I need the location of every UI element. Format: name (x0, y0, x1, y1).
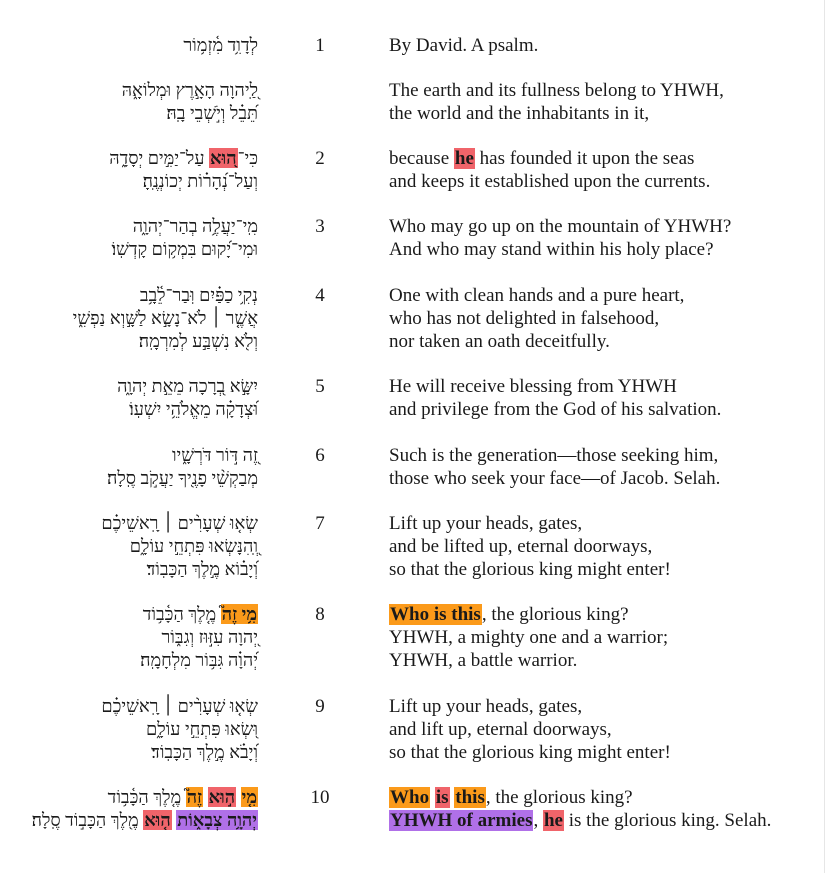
hebrew-line (0, 444, 258, 467)
hebrew-line (0, 649, 258, 672)
english-line (389, 215, 819, 238)
hebrew-line (0, 238, 258, 261)
highlight-red: he (543, 810, 563, 831)
english-line (389, 284, 819, 307)
hebrew-line (0, 170, 258, 193)
hebrew-line (0, 330, 258, 353)
hebrew-text: כִּי־ (237, 148, 258, 168)
english-text: nor taken an oath deceitfully. (389, 331, 610, 352)
hebrew-line (0, 626, 258, 649)
english-text: has founded it upon the seas (474, 148, 695, 169)
hebrew-text: מִֽי־יַעֲלֶ֥ה בְהַר־יְהוָ֑ה (132, 216, 258, 236)
highlight-red: he (454, 148, 474, 169)
hebrew-text: אֲשֶׁ֤ר ׀ לֹא־נָשָׂ֣א לַשָּׁ֣וְא נַפְשִׁ֑י (72, 308, 258, 328)
english-text: The earth and its fullness belong to YHWH, (389, 80, 724, 101)
hebrew-text: לַֽ֭יהוָה הָאָ֣רֶץ וּמְלוֹאָ֑הּ (121, 80, 258, 100)
english-line (389, 741, 819, 764)
english-text: because (389, 148, 454, 169)
english-line (389, 626, 819, 649)
verse-number: 7 (315, 513, 325, 534)
hebrew-line (0, 718, 258, 741)
hebrew-text: תֵּ֝בֵ֗ל וְיֹ֣שְׁבֵי בָֽהּ׃ (166, 103, 258, 123)
english-line (389, 649, 819, 672)
verse-number: 2 (315, 148, 325, 169)
english-line (389, 809, 819, 832)
hebrew-text: יְ֭הוָה עִזּ֣וּז וְגִבּ֑וֹר (161, 627, 258, 647)
highlight-red: is (435, 787, 449, 808)
hebrew-line (0, 34, 258, 57)
english-line (389, 147, 819, 170)
hebrew-text: וּ֭שְׂאוּ פִּתְחֵ֣י עוֹלָ֑ם (146, 719, 258, 739)
hebrew-text (0, 79, 258, 125)
english-translation (389, 34, 819, 57)
highlight-purple: YHWH of armies (390, 810, 533, 831)
english-text: so that the glorious king might enter! (389, 742, 671, 763)
english-text: and keeps it established upon the currents. (389, 171, 711, 192)
english-translation (389, 695, 819, 764)
english-text: so that the glorious king might enter! (389, 559, 671, 580)
english-text: and privilege from the God of his salvation. (389, 399, 722, 420)
verse-number: 8 (315, 604, 325, 625)
highlight-red: ה֣וּא (208, 787, 236, 807)
hebrew-text (0, 603, 258, 672)
hebrew-text: וּמִי־יָ֝קוּם בִּמְק֥וֹם קָדְשֽׁוֹ׃ (111, 239, 258, 259)
hebrew-line (0, 215, 258, 238)
english-line (389, 444, 819, 467)
hebrew-text (0, 147, 258, 193)
hebrew-line (0, 512, 258, 535)
hebrew-line (0, 284, 258, 307)
english-text: YHWH, a battle warrior. (389, 650, 578, 671)
highlight-orange: זֶה֮ (186, 787, 203, 807)
english-line (389, 718, 819, 741)
english-text: YHWH, a mighty one and a warrior; (389, 627, 669, 648)
hebrew-text (0, 786, 258, 832)
english-text: One with clean hands and a pure heart, (389, 285, 685, 306)
english-translation (389, 79, 819, 125)
highlight-orange: Who is this (390, 604, 481, 625)
hebrew-text: שְׂא֤וּ שְׁעָרִ֨ים ׀ רָֽאשֵׁיכֶ֗ם (101, 696, 258, 716)
english-text: , the glorious king? (481, 604, 629, 625)
english-translation (389, 375, 819, 421)
english-translation (389, 444, 819, 490)
english-text: Lift up your heads, gates, (389, 513, 583, 534)
hebrew-line (0, 375, 258, 398)
verse-number: 5 (315, 376, 325, 397)
hebrew-text (236, 787, 241, 807)
english-line (389, 79, 819, 102)
english-text: Such is the generation—those seeking him, (389, 445, 719, 466)
english-line (389, 603, 819, 626)
english-text: , the glorious king? (485, 787, 633, 808)
hebrew-line (0, 102, 258, 125)
hebrew-line (0, 786, 258, 809)
hebrew-text: וְ֝יָבֹ֗א מֶ֣לֶךְ הַכָּבֽוֹד׃ (151, 742, 258, 762)
hebrew-text: יְ֝הוָ֗ה גִּבּ֥וֹר מִלְחָמָֽה׃ (140, 650, 258, 670)
verse-number: 1 (315, 35, 325, 56)
english-text: and lift up, eternal doorways, (389, 719, 612, 740)
hebrew-text (0, 444, 258, 490)
verse-number: 6 (315, 445, 325, 466)
highlight-orange: מִ֤י (241, 787, 257, 807)
hebrew-line (0, 147, 258, 170)
highlight-red: ה֭וּא (210, 148, 237, 168)
hebrew-line (0, 79, 258, 102)
english-line (389, 535, 819, 558)
hebrew-text: נְקִ֥י כַפַּ֗יִם וּֽבַר־לֵ֫בָ֥ב (139, 285, 258, 305)
english-translation (389, 786, 819, 832)
english-text: is the glorious king. Selah. (563, 810, 772, 831)
highlight-red: ה֤וּא (144, 810, 171, 830)
english-line (389, 512, 819, 535)
hebrew-text: מֶ֖לֶךְ הַכָּב֣וֹד סֶֽלָה׃ (31, 810, 144, 830)
hebrew-text: וְלֹ֖א נִשְׁבַּ֣ע לְמִרְמָֽה׃ (138, 331, 258, 351)
hebrew-text (0, 34, 258, 57)
english-text: the world and the inhabitants in it, (389, 103, 650, 124)
hebrew-text: מְבַקְשֵׁ֨י פָנֶ֖יךָ יַעֲקֹ֣ב סֶֽלָה׃ (106, 468, 258, 488)
hebrew-text: יִשָּׂ֣א בְ֭רָכָה מֵאֵ֣ת יְהוָ֑ה (117, 376, 258, 396)
hebrew-text: וּ֝צְדָקָ֗ה מֵאֱלֹהֵ֥י יִשְׁעֽוֹ׃ (129, 399, 258, 419)
english-text: who has not delighted in falsehood, (389, 308, 660, 329)
english-translation (389, 512, 819, 581)
hebrew-line (0, 558, 258, 581)
english-line (389, 330, 819, 353)
hebrew-text: לְדָוִ֥ד מִ֫זְמ֥וֹר (183, 35, 258, 55)
hebrew-line (0, 603, 258, 626)
hebrew-line (0, 398, 258, 421)
english-text: Lift up your heads, gates, (389, 696, 583, 717)
hebrew-line (0, 307, 258, 330)
hebrew-text (0, 215, 258, 261)
hebrew-text: שְׂא֤וּ שְׁעָרִ֨ים ׀ רָֽאשֵׁיכֶ֗ם (101, 513, 258, 533)
highlight-purple: יְהוָ֥ה צְבָא֑וֹת (177, 810, 257, 830)
hebrew-line (0, 535, 258, 558)
highlight-orange: Who (390, 787, 430, 808)
hebrew-line (0, 695, 258, 718)
english-line (389, 102, 819, 125)
verse-number: 9 (315, 696, 325, 717)
english-text: And who may stand within his holy place? (389, 239, 714, 260)
verse-number: 3 (315, 216, 325, 237)
hebrew-text: מֶ֤לֶךְ הַכָּ֫ב֥וֹד (142, 604, 221, 624)
english-text: Who may go up on the mountain of YHWH? (389, 216, 732, 237)
hebrew-text (0, 695, 258, 764)
english-line (389, 307, 819, 330)
english-text: By David. A psalm. (389, 35, 539, 56)
english-translation (389, 603, 819, 672)
english-text: and be lifted up, eternal doorways, (389, 536, 653, 557)
hebrew-line (0, 467, 258, 490)
verse-number: 4 (315, 285, 325, 306)
hebrew-line (0, 741, 258, 764)
english-line (389, 786, 819, 809)
english-text: He will receive blessing from YHWH (389, 376, 677, 397)
english-line (389, 467, 819, 490)
hebrew-text: זֶ֭ה דּ֣וֹר דֹּרְשָׁ֑יו (171, 445, 258, 465)
hebrew-text (0, 375, 258, 421)
english-translation (389, 284, 819, 353)
english-translation (389, 215, 819, 261)
english-line (389, 170, 819, 193)
english-line (389, 695, 819, 718)
hebrew-line (0, 809, 258, 832)
english-line (389, 398, 819, 421)
english-line (389, 34, 819, 57)
hebrew-text (203, 787, 208, 807)
hebrew-text: וְֽ֭הִנָּשְׂאוּ פִּתְחֵ֣י עוֹלָ֑ם (129, 536, 258, 556)
english-line (389, 375, 819, 398)
hebrew-text: וְעַל־נְ֝הָר֗וֹת יְכוֹנְנֶֽהָ׃ (142, 171, 258, 191)
highlight-orange: this (455, 787, 485, 808)
hebrew-text (0, 284, 258, 353)
english-text: , (533, 810, 543, 831)
english-text: those who seek your face—of Jacob. Selah. (389, 468, 721, 489)
hebrew-text (0, 512, 258, 581)
english-line (389, 238, 819, 261)
english-translation (389, 147, 819, 193)
verse-number: 10 (310, 787, 330, 808)
hebrew-text: וְ֝יָב֗וֹא מֶ֣לֶךְ הַכָּבֽוֹד׃ (146, 559, 258, 579)
english-line (389, 558, 819, 581)
highlight-orange: מִ֥י זֶה֮ (221, 604, 257, 624)
hebrew-text: עַל־יַמִּ֣ים יְסָדָ֑הּ (109, 148, 210, 168)
hebrew-text: מֶ֤לֶךְ הַכָּ֫ב֥וֹד (107, 787, 186, 807)
